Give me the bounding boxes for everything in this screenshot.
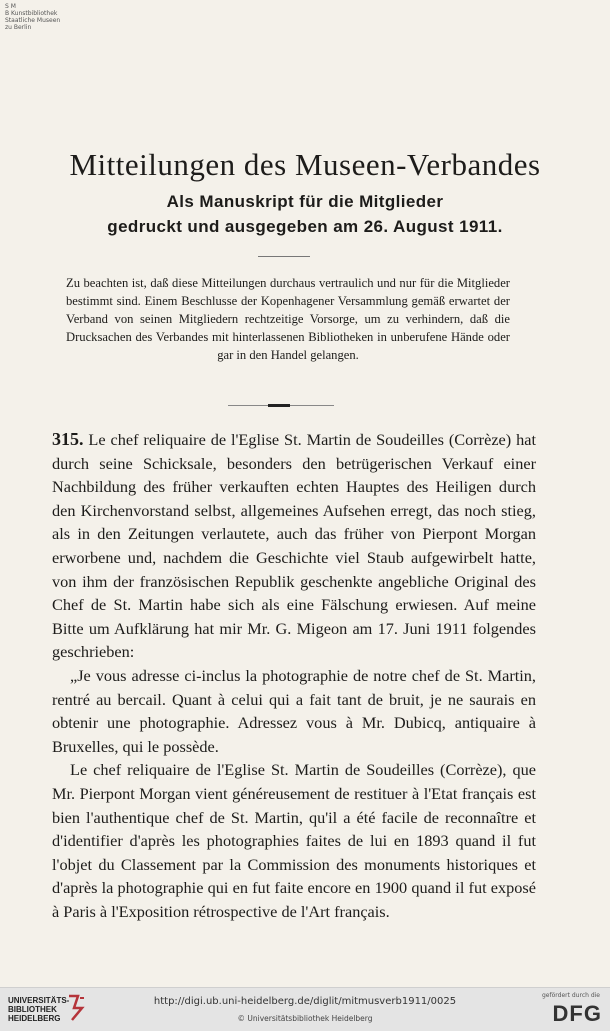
logo-text: BIBLIOTHEK xyxy=(8,1005,57,1014)
footer-bar xyxy=(0,987,610,1031)
copyright-text: © Universitätsbibliothek Heidelberg xyxy=(237,1014,373,1023)
stamp-line: zu Berlin xyxy=(5,24,32,31)
library-stamp xyxy=(5,3,60,31)
funding-label: gefördert durch die xyxy=(542,992,600,999)
article-number: 315. xyxy=(52,429,84,449)
page-url-link[interactable]: http://digi.ub.uni-heidelberg.de/diglit/mitmusverb1911/0025 xyxy=(153,996,457,1007)
dfg-logo[interactable]: DFG xyxy=(552,1001,602,1026)
article-paragraph-text: Le chef reliquaire de l'Eglise St. Martin de Soudeilles (Corrèze) hat durch seine Schicksale, besonders den betrügerischen Verkauf einer Nachbildung des früher verkauften echten Hauptes des Heiligen durch den Kirchenvorstand selbst, allgemeines Aufsehen erregt, das noch stieg, als in den Zeitungen verlautete, auch das früher von Pierpont Morgan erworbene und, nachdem die Geschichte viel Staub aufgewirbelt hatte, von ihm der französischen Republik geschenkte angebliche Original des Chef de St. Martin habe sich als eine Fälschung erwiesen. Auf meine Bitte um Aufklärung hat mir Mr. G. Migeon am 17. Juni 1911 folgendes geschrieben: xyxy=(52,430,536,662)
stamp-line: S M xyxy=(5,3,16,10)
section-divider-ornament xyxy=(268,404,290,407)
logo-text: UNIVERSITÄTS- xyxy=(8,996,70,1005)
article-body xyxy=(52,428,536,923)
stamp-line: Staatliche Museen xyxy=(5,17,61,24)
subtitle-line-2: gedruckt und ausgegeben am 26. August 1911. xyxy=(107,217,503,236)
subtitle-line-1: Als Manuskript für die Mitglieder xyxy=(166,192,444,211)
confidentiality-notice: Zu beachten ist, daß diese Mitteilungen durchaus vertraulich und nur für die Mitglieder bestimmt sind. Einem Beschlusse der Kopenhagener Versammlung gemäß erwartet der Verband von seinen Mitgliedern rechtzeitige Vorsorge, um zu verhindern, daß die Drucksachen des Verbandes mit hinterlassenen Bibliotheken in unberufene Hände oder gar in den Handel gelangen. xyxy=(66,276,510,362)
header-divider xyxy=(258,256,310,257)
page-title: Mitteilungen des Museen-Verbandes xyxy=(69,147,541,182)
article-quote-paragraph: Le chef reliquaire de l'Eglise St. Martin de Soudeilles (Corrèze), que Mr. Pierpont Morgan vient généreusement de restituer à l'Etat français est bien l'authentique chef de St. Martin, qu'il a été facile de reconnaître et d'identifier d'après les photographies faites de lui en 1893 quand il fut l'objet du Classement par la Commission des monuments historiques et d'après la photographie qui en fut faite encore en 1900 quand il fut exposé à Paris à l'Exposition rétrospective de l'Art français. xyxy=(52,760,536,921)
article-quote-paragraph: „Je vous adresse ci-inclus la photographie de notre chef de St. Martin, rentré au bercail. Quant à celui qui a fait tant de bruit, je ne saurais en obtenir une photographie. Adressez vous à Mr. Dubicq, antiquaire à Bruxelles, qui le possède. xyxy=(52,665,536,756)
logo-text: HEIDELBERG xyxy=(8,1014,61,1023)
article-paragraph xyxy=(52,428,536,664)
stamp-line: B Kunstbibliothek xyxy=(5,10,58,17)
